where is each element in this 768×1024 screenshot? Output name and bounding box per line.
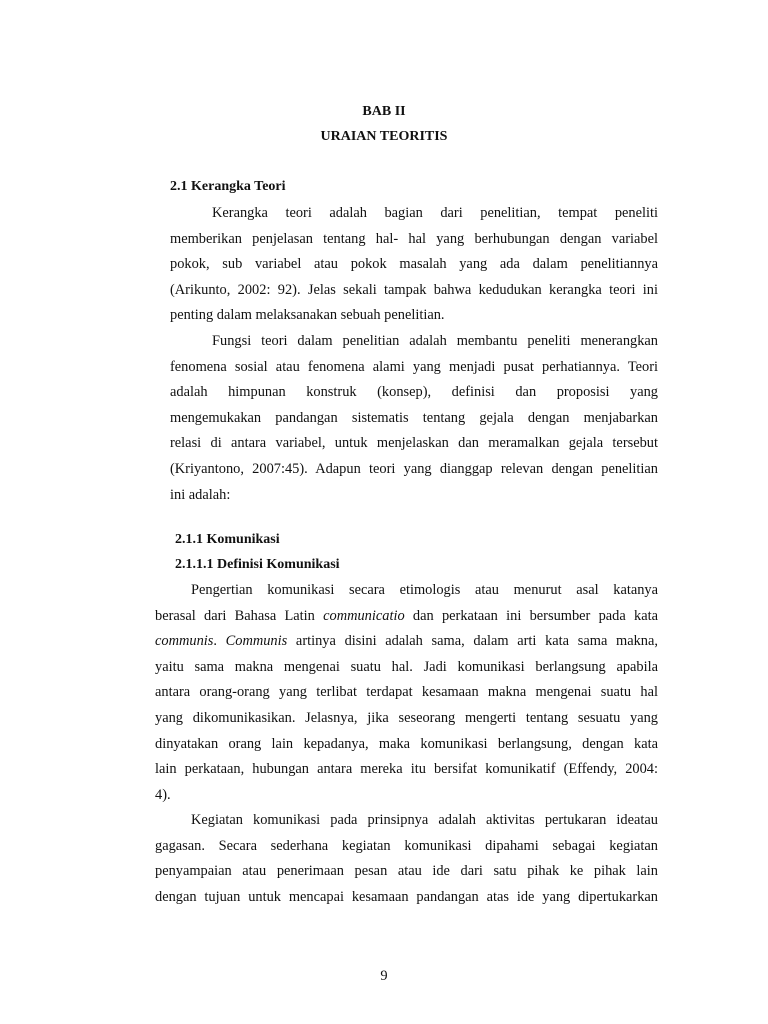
chapter-label: BAB II	[362, 104, 406, 119]
paragraph-definisi-komunikasi-1	[155, 578, 658, 808]
text-run: dan perkataan ini bersumber pada kata	[404, 607, 658, 624]
paragraph-line: ini adalah:	[170, 486, 231, 503]
paragraph-line: Kerangka teori adalah bagian dari penelitian, tempat peneliti	[212, 205, 658, 221]
paragraph-line	[155, 604, 658, 630]
paragraph-line: (Kriyantono, 2007:45). Adapun teori yang dianggap relevan dengan penelitian	[170, 460, 658, 477]
paragraph-line: 4).	[155, 786, 171, 803]
text-run: artinya disini adalah sama, dalam arti kata sama makna,	[287, 633, 658, 650]
paragraph-line: antara orang-orang yang terlibat terdapat kesamaan makna mengenai suatu hal	[155, 684, 658, 701]
paragraph-line: memberikan penjelasan tentang hal- hal yang berhubungan dengan variabel	[170, 230, 658, 247]
paragraph-kerangka-teori-1	[170, 201, 658, 329]
paragraph-line: relasi di antara variabel, untuk menjelaskan dan meramalkan gejala tersebut	[170, 435, 658, 452]
paragraph-line: penting dalam melaksanakan sebuah penelitian.	[170, 307, 445, 324]
paragraph-line: adalah himpunan konstruk (konsep), definisi dan proposisi yang	[170, 384, 658, 401]
italic-term: communicatio	[323, 607, 405, 624]
paragraph-line: dengan tujuan untuk mencapai kesamaan pandangan atas ide yang dipertukarkan	[155, 888, 658, 905]
page-number: 9	[380, 968, 388, 984]
paragraph-line: Pengertian komunikasi secara etimologis atau menurut asal katanya	[191, 582, 658, 598]
italic-term: Communis	[225, 633, 288, 650]
paragraph-line: fenomena sosial atau fenomena alami yang menjadi pusat perhatiannya. Teori	[170, 358, 658, 375]
paragraph-line: gagasan. Secara sederhana kegiatan komunikasi dipahami sebagai kegiatan	[155, 837, 658, 854]
text-run: berasal dari Bahasa Latin	[155, 607, 324, 624]
section-heading-2-1: 2.1 Kerangka Teori	[170, 179, 286, 194]
paragraph-line: mengemukakan pandangan sistematis tentang gejala dengan menjabarkan	[170, 409, 658, 426]
paragraph-line: yang dikomunikasikan. Jelasnya, jika seseorang mengerti tentang sesuatu yang	[155, 709, 658, 726]
italic-term: communis	[155, 633, 214, 650]
subsection-heading-2-1-1-1: 2.1.1.1 Definisi Komunikasi	[175, 557, 340, 572]
paragraph-line: (Arikunto, 2002: 92). Jelas sekali tampak bahwa kedudukan kerangka teori ini	[170, 281, 658, 298]
paragraph-line: penyampaian atau penerimaan pesan atau ide dari satu pihak ke pihak lain	[155, 863, 658, 880]
paragraph-line	[155, 629, 658, 655]
paragraph-line: pokok, sub variabel atau pokok masalah yang ada dalam penelitiannya	[170, 256, 658, 273]
paragraph-line: yaitu sama makna mengenai suatu hal. Jadi komunikasi berlangsung apabila	[155, 658, 658, 675]
paragraph-line: Kegiatan komunikasi pada prinsipnya adalah aktivitas pertukaran ideatau	[191, 812, 658, 828]
text-run: .	[213, 633, 226, 650]
paragraph-line: dinyatakan orang lain kepadanya, maka komunikasi berlangsung, dengan kata	[155, 735, 658, 752]
paragraph-kerangka-teori-2	[170, 329, 658, 508]
chapter-title: URAIAN TEORITIS	[320, 129, 448, 144]
section-heading-2-1-1: 2.1.1 Komunikasi	[175, 532, 280, 547]
paragraph-line: Fungsi teori dalam penelitian adalah membantu peneliti menerangkan	[212, 333, 658, 349]
paragraph-line: lain perkataan, hubungan antara mereka itu bersifat komunikatif (Effendy, 2004:	[155, 761, 658, 778]
paragraph-definisi-komunikasi-2	[155, 808, 658, 910]
